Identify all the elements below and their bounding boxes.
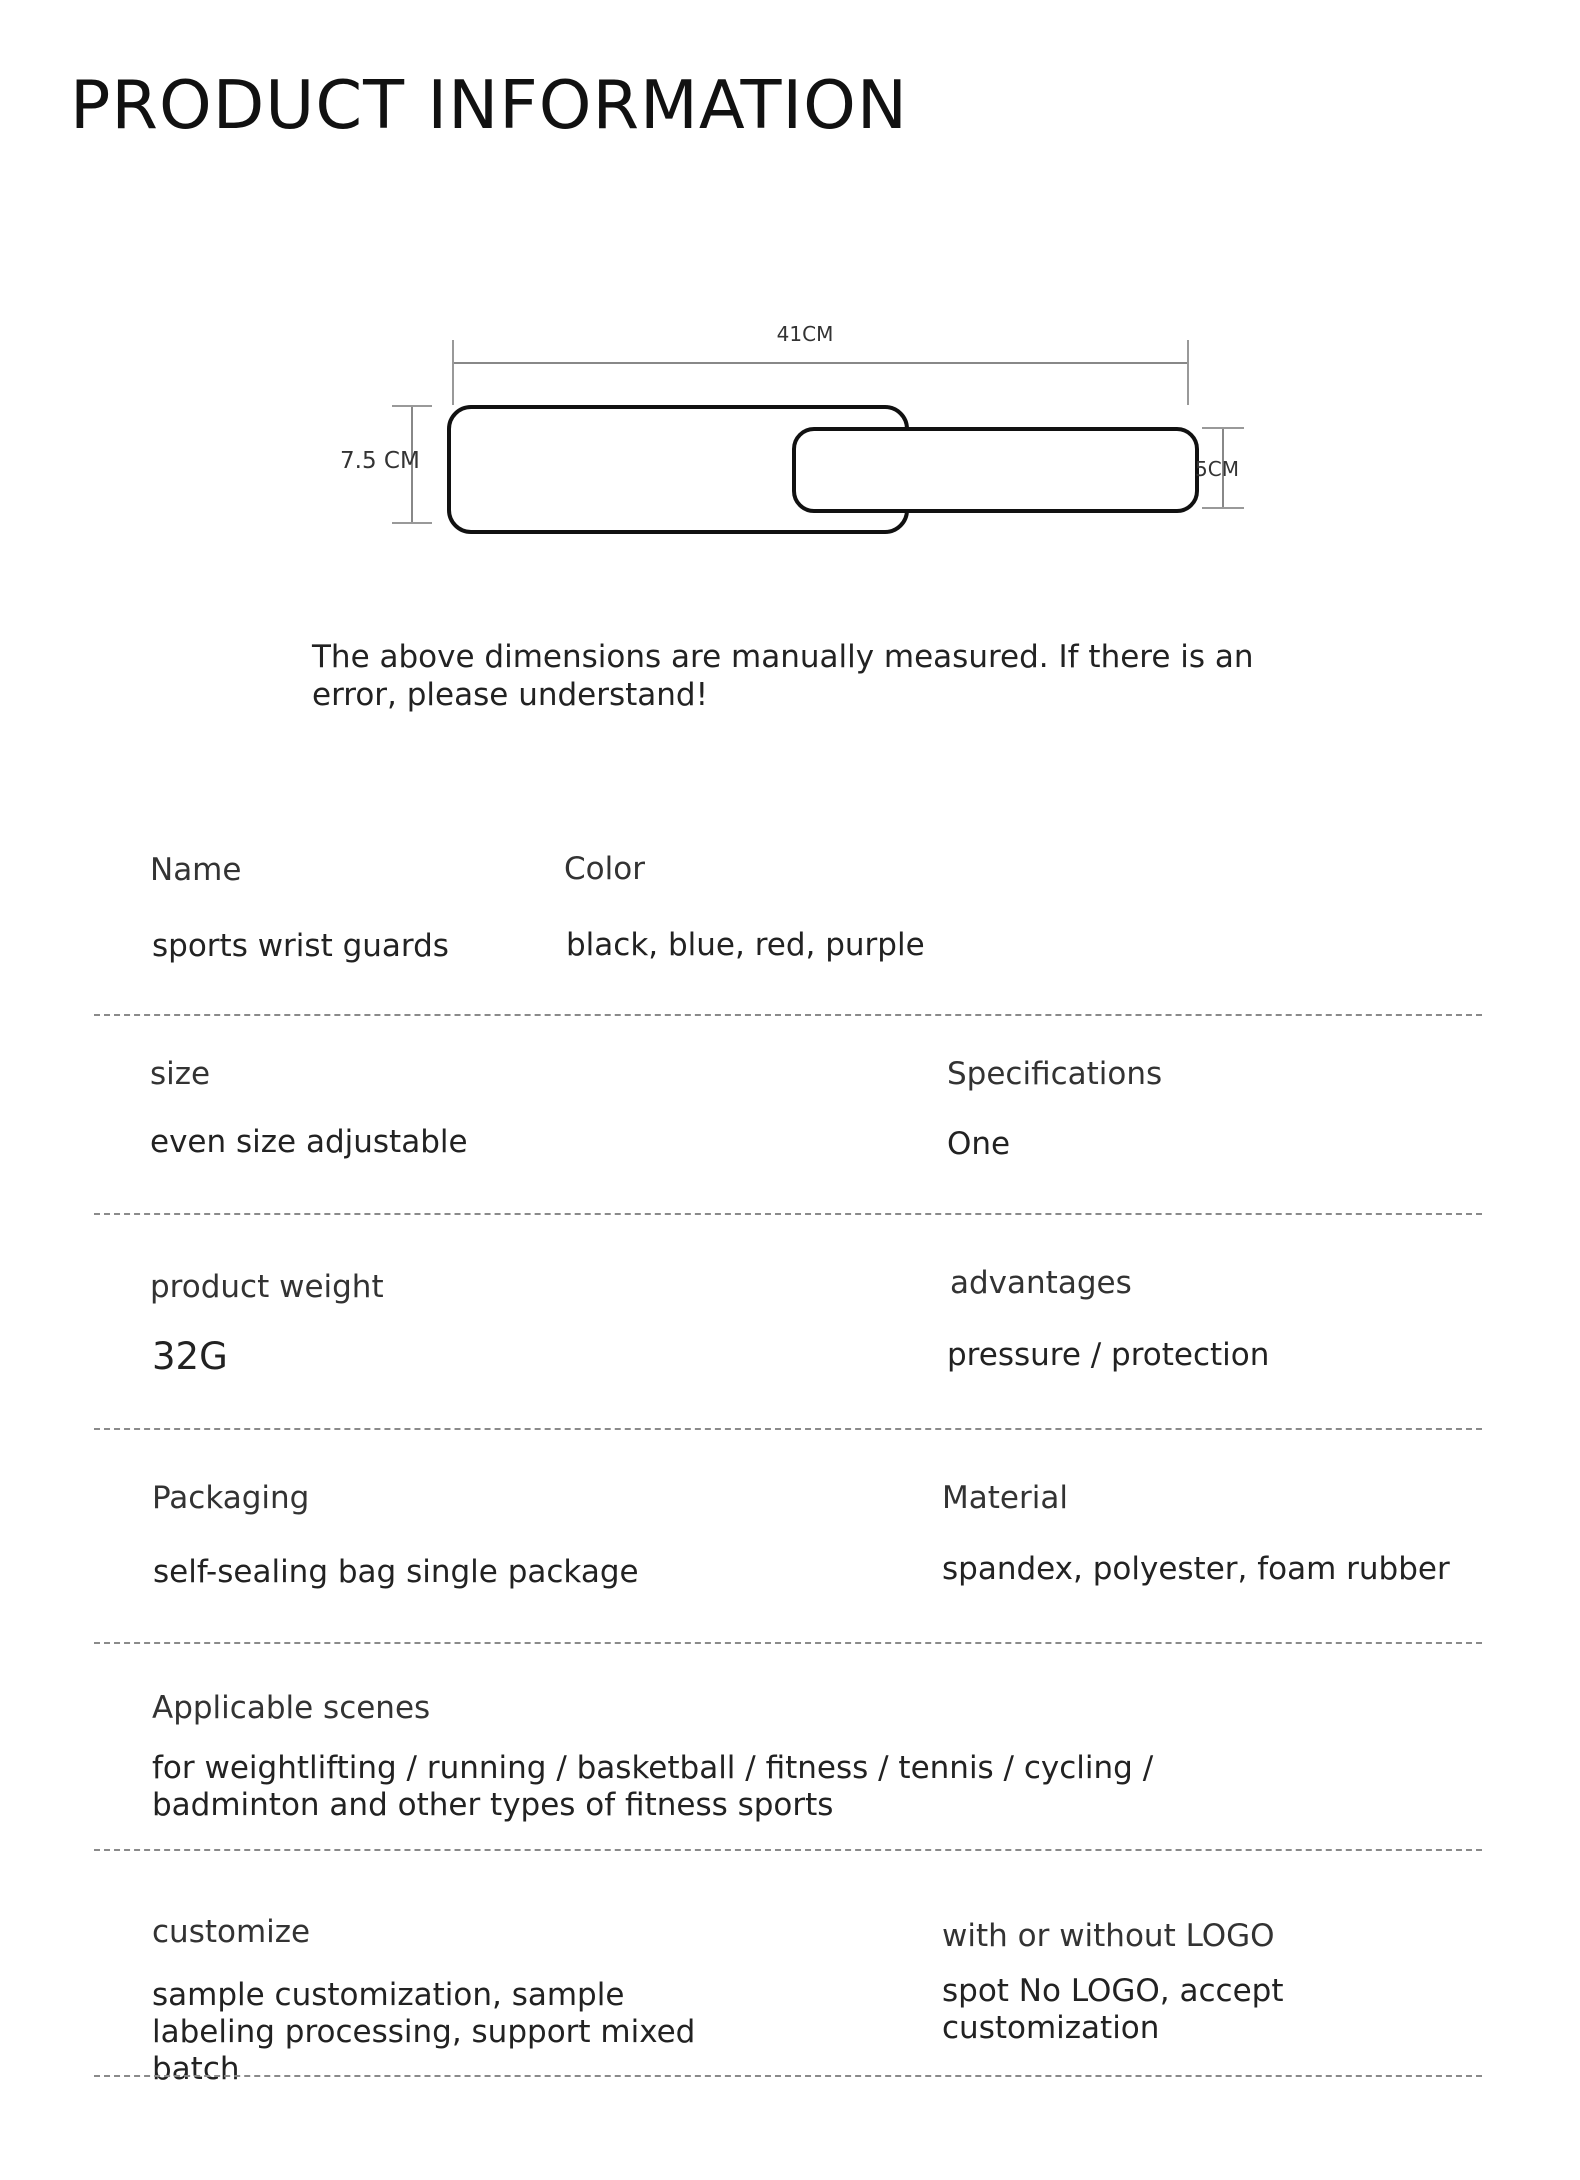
page-title: PRODUCT INFORMATION <box>70 66 909 144</box>
size-label: size <box>150 1056 211 1092</box>
product-weight-value: 32G <box>152 1335 228 1378</box>
advantages-value: pressure / protection <box>947 1337 1270 1373</box>
divider <box>94 1642 1482 1644</box>
divider <box>94 2075 1482 2077</box>
advantages-label: advantages <box>950 1265 1132 1301</box>
size-diagram <box>320 310 1260 570</box>
specifications-label: Specifications <box>947 1056 1163 1092</box>
applicable-scenes-value: for weightlifting / running / basketball / fitness / tennis / cycling / badminton and other types of fitness sports <box>152 1750 1154 1823</box>
packaging-value: self-sealing bag single package <box>153 1554 639 1590</box>
measurement-note: The above dimensions are manually measured. If there is an error, please understand! <box>312 639 1254 713</box>
strap-small-outline <box>794 429 1197 511</box>
divider <box>94 1014 1482 1016</box>
specifications-value: One <box>947 1126 1011 1162</box>
divider <box>94 1213 1482 1215</box>
customize-label: customize <box>152 1914 311 1950</box>
divider <box>94 1428 1482 1430</box>
product-weight-label: product weight <box>150 1269 384 1305</box>
logo-value: spot No LOGO, accept customization <box>942 1973 1284 2046</box>
color-value: black, blue, red, purple <box>566 927 925 963</box>
material-label: Material <box>942 1480 1068 1516</box>
height-right-label: 5CM <box>1195 457 1239 481</box>
material-value: spandex, polyester, foam rubber <box>942 1551 1450 1587</box>
name-label: Name <box>150 852 242 888</box>
size-value: even size adjustable <box>150 1124 468 1160</box>
length-label: 41CM <box>776 322 834 346</box>
divider <box>94 1849 1482 1851</box>
color-label: Color <box>564 851 645 887</box>
packaging-label: Packaging <box>152 1480 310 1516</box>
name-value: sports wrist guards <box>152 928 449 964</box>
applicable-scenes-label: Applicable scenes <box>152 1690 431 1726</box>
customize-value: sample customization, sample labeling processing, support mixed batch <box>152 1977 696 2087</box>
height-left-label: 7.5 CM <box>340 448 420 474</box>
logo-label: with or without LOGO <box>942 1918 1275 1954</box>
